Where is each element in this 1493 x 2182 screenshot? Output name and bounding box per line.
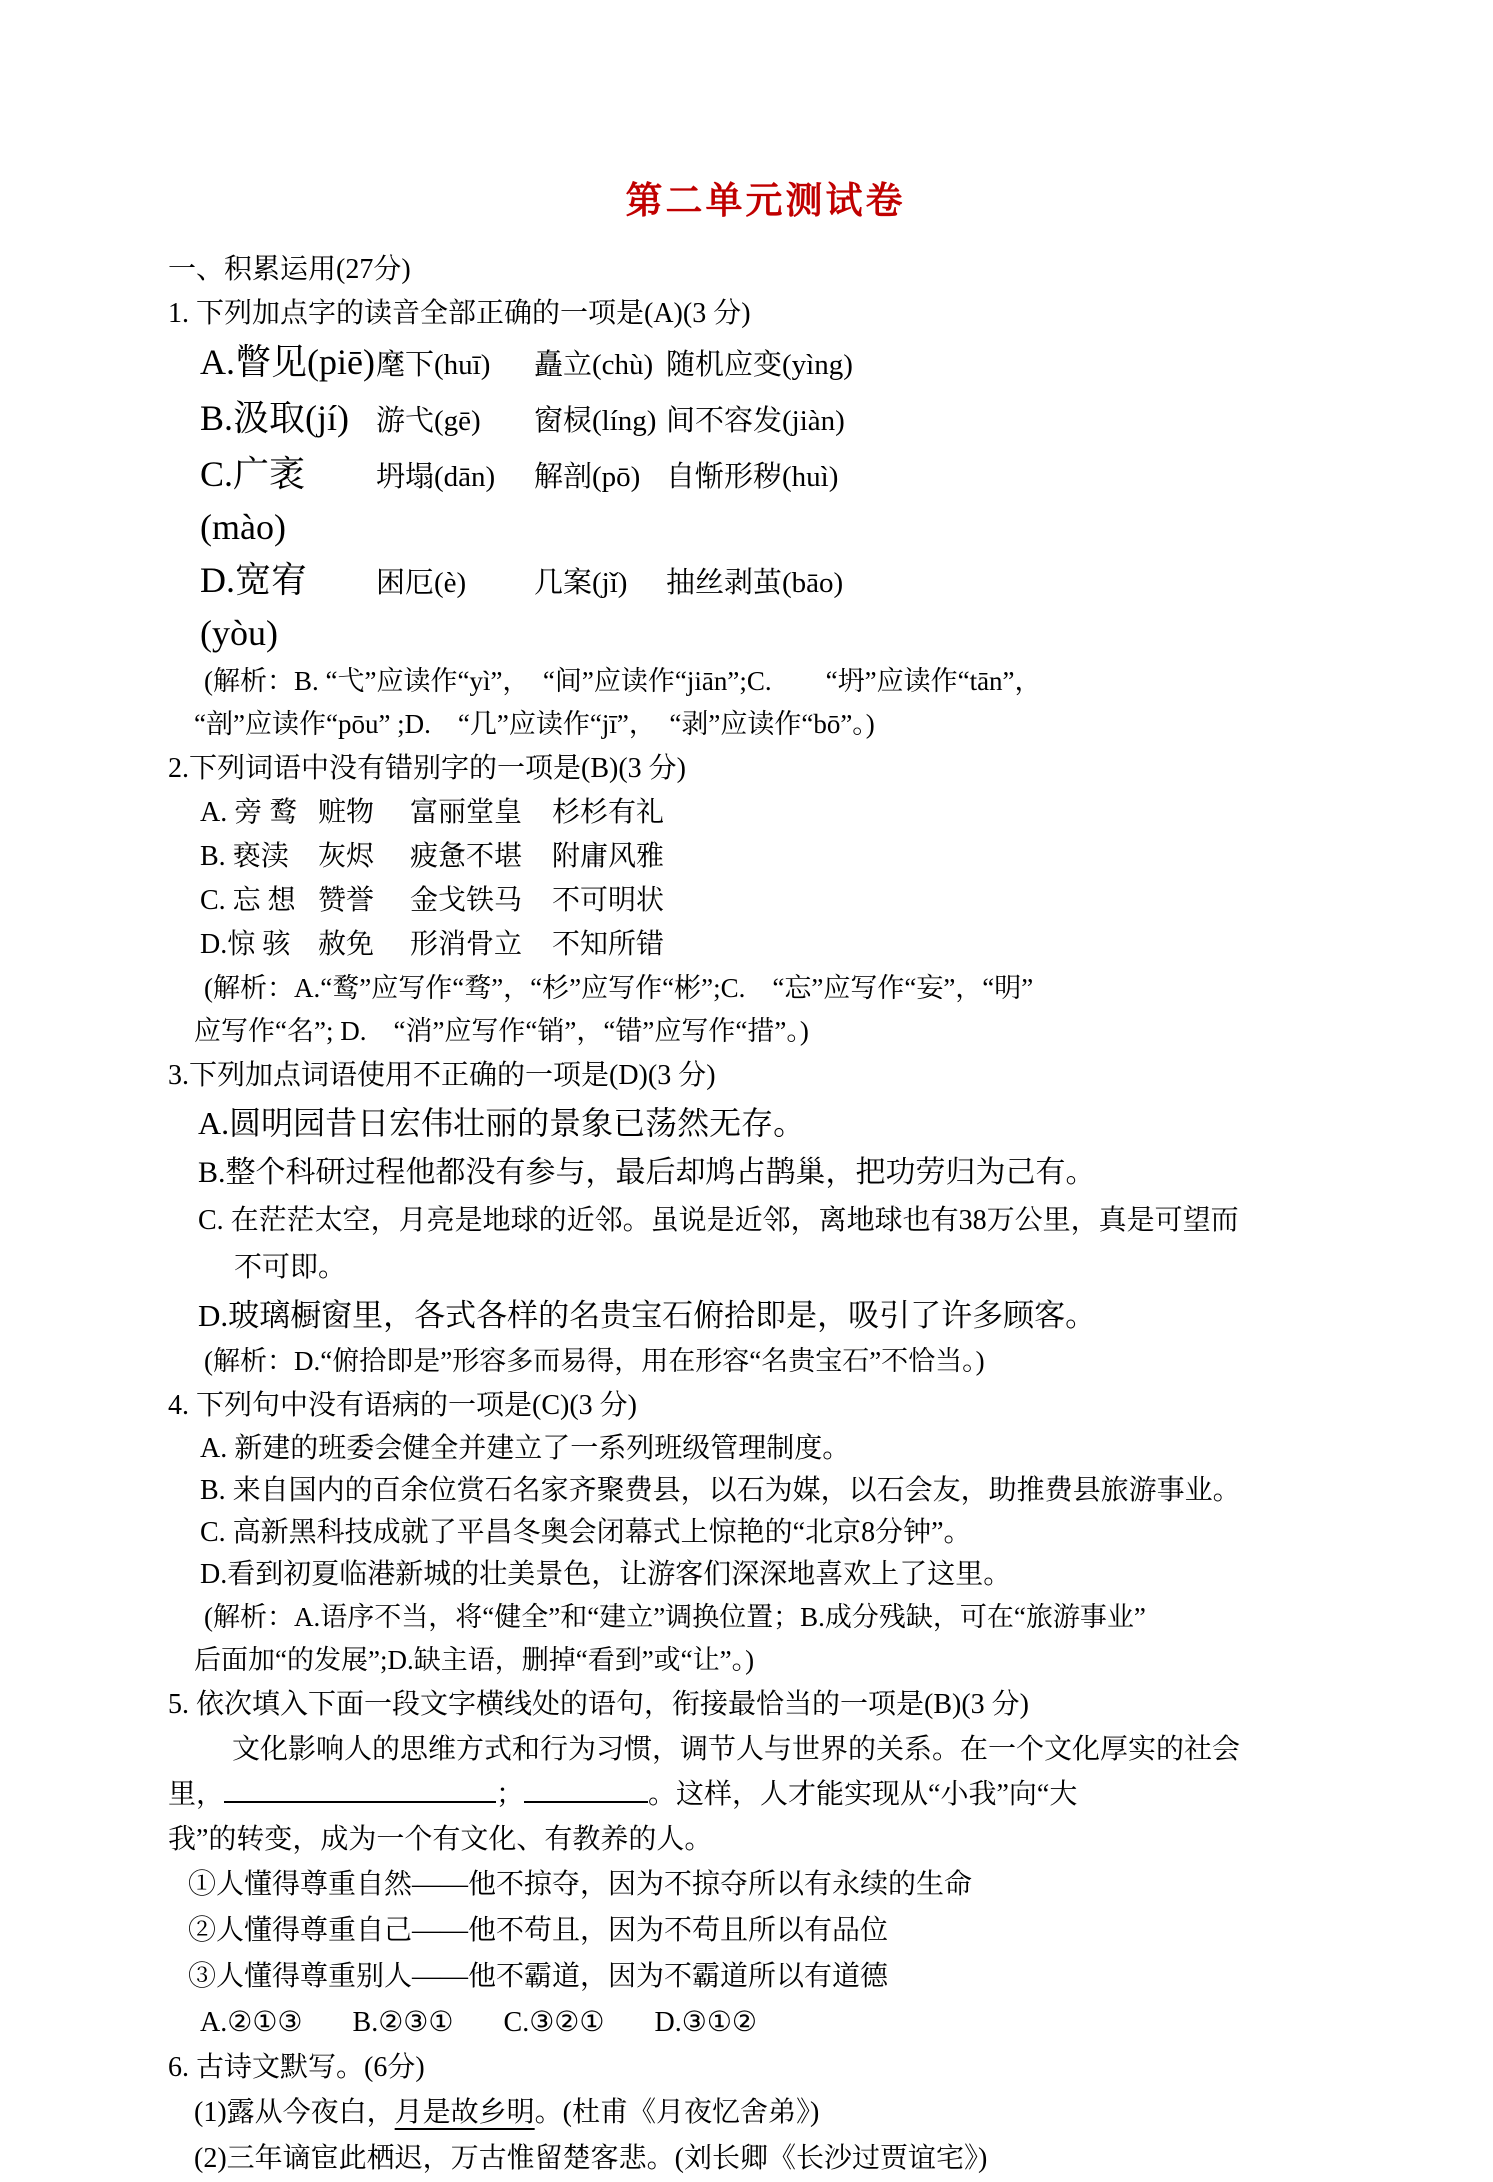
answer-blank [524,1775,648,1803]
q1-option-row-b [200,392,1363,448]
option-cell: 富丽堂皇 [410,797,523,828]
option-cell: 杉杉有礼 [552,797,665,828]
option-cell: 随机应变(yìng) [666,349,853,381]
section-heading: 一、积累运用(27分) [168,254,411,285]
option-cell: 赃物 [318,797,375,828]
q3-option-a: A.圆明园昔日宏伟壮丽的景象已荡然无存。 [198,1105,806,1141]
option-cell: 疲惫不堪 [410,841,523,872]
q3-analysis-line: (解析：D.“俯拾即是”形容多而易得，用在形容“名贵宝石”不恰当。) [204,1346,985,1376]
q6-item-1 [194,2090,1363,2136]
option-cell: C.广袤(mào) [200,454,306,547]
q1-option-row-d [200,554,1363,660]
q5-choice-d: D.③①② [654,2007,758,2038]
q4-analysis-line: (解析：A.语序不当，将“健全”和“建立”调换位置；B.成分残缺，可在“旅游事业” [204,1602,1146,1632]
q2-analysis-line: 应写作“名”; D. “消”应写作“销”，“错”应写作“措”。) [194,1016,809,1046]
answer-blank [224,1775,496,1803]
option-cell: 形消骨立 [410,929,523,960]
q1-analysis-line: “剖”应读作“pōu” ;D. “几”应读作“jī”， “剥”应读作“bō”。) [194,709,875,739]
option-cell: 矗立(chù) [534,349,654,381]
q3-option-c-wrap: 不可即。 [234,1252,347,1283]
q4-option-b: B. 来自国内的百余位赏石名家齐聚费县，以石为媒，以石会友，助推费县旅游事业。 [200,1475,1241,1506]
option-cell: 间不容发(jiàn) [666,405,845,437]
q3-stem: 3.下列加点词语使用不正确的一项是(D)(3 分) [168,1060,716,1091]
q3-option-b: B.整个科研过程他都没有参与，最后却鸠占鹊巢，把功劳归为己有。 [198,1156,1096,1189]
q5-paragraph-line: 我”的转变，成为一个有文化、有教养的人。 [168,1824,713,1855]
option-cell: 自惭形秽(huì) [666,461,839,493]
option-cell: 不知所错 [552,929,665,960]
q5-stem: 5. 依次填入下面一段文字横线处的语句，衔接最恰当的一项是(B)(3 分) [168,1689,1029,1720]
q5-choice-a: A.②①③ [200,2007,303,2038]
q5-choices-row [200,2000,1363,2045]
q6-item1-answer-underlined: 月是故乡明 [394,2097,535,2128]
q2-option-row-d [200,923,1363,967]
option-cell: A. 旁 鹜 [200,797,298,828]
option-cell: 麾下(huī) [376,349,491,381]
q4-analysis-line: 后面加“的发展”;D.缺主语，删掉“看到”或“让”。) [194,1645,755,1675]
option-cell: 灰烬 [318,841,375,872]
q2-option-row-a [200,791,1363,835]
q6-item1-source: 。(杜甫《月夜忆舍弟》) [534,2097,820,2128]
q1-option-row-a [200,336,1363,392]
q2-option-row-b [200,835,1363,879]
option-cell: 解剖(pō) [534,461,641,493]
q6-item1-text: (1)露从今夜白， [194,2097,395,2128]
option-cell: 游弋(gē) [376,405,481,437]
q1-option-row-c [200,448,1363,554]
q4-option-c: C. 高新黑科技成就了平昌冬奥会闭幕式上惊艳的“北京8分钟”。 [200,1517,972,1548]
option-cell: C. 忘 想 [200,885,296,916]
q5-text: 里， [168,1779,225,1810]
q5-sentence-2: ②人懂得尊重自己——他不苟且，因为不苟且所以有品位 [188,1915,889,1946]
page-title: 第二单元测试卷 [625,181,906,222]
option-cell: B.汲取(jí) [200,398,349,438]
option-cell: 困厄(è) [376,567,467,599]
option-cell: 附庸风雅 [552,841,665,872]
q2-analysis-line: (解析：A.“鹜”应写作“骛”，“杉”应写作“彬”;C. “忘”应写作“妄”，“明” [204,973,1034,1003]
option-cell: A.瞥见(piē) [200,342,375,382]
q6-stem: 6. 古诗文默写。(6分) [168,2052,425,2083]
option-cell: 抽丝剥茧(bāo) [666,567,844,599]
option-cell: 窗棂(líng) [534,405,657,437]
q3-option-d: D.玻璃橱窗里，各式各样的名贵宝石俯拾即是，吸引了许多顾客。 [198,1298,1097,1333]
q2-stem: 2.下列词语中没有错别字的一项是(B)(3 分) [168,753,686,784]
q1-stem: 1. 下列加点字的读音全部正确的一项是(A)(3 分) [168,298,751,329]
option-cell: 坍塌(dān) [376,461,496,493]
option-cell: 赦免 [318,929,375,960]
q5-choice-b: B.②③① [352,2007,454,2038]
q5-sentence-3: ③人懂得尊重别人——他不霸道，因为不霸道所以有道德 [188,1961,889,1992]
q6-item-2: (2)三年谪宦此栖迟，万古惟留楚客悲。(刘长卿《长沙过贾谊宅》) [194,2143,988,2174]
q3-option-c: C. 在茫茫太空，月亮是地球的近邻。虽说是近邻，离地球也有38万公里，真是可望而 [198,1205,1239,1236]
q5-choice-c: C.③②① [503,2007,605,2038]
q4-option-a: A. 新建的班委会健全并建立了一系列班级管理制度。 [200,1433,851,1464]
q1-analysis-line: (解析：B. “弋”应读作“yì”， “间”应读作“jiān”;C. “坍”应读作“tān”， [204,666,1042,696]
option-cell: 不可明状 [552,885,665,916]
q5-sentence-1: ①人懂得尊重自然——他不掠夺，因为不掠夺所以有永续的生命 [188,1869,973,1900]
q5-text: 。这样，人才能实现从“小我”向“大 [648,1779,1078,1810]
option-cell: B. 亵渎 [200,841,289,872]
option-cell: 金戈铁马 [410,885,523,916]
q2-option-row-c [200,879,1363,923]
option-cell: D.惊 骇 [200,929,291,960]
option-cell: 赞誉 [318,885,375,916]
q4-option-d: D.看到初夏临港新城的壮美景色，让游客们深深地喜欢上了这里。 [200,1559,1012,1590]
option-cell: D.宽宥(yòu) [200,560,307,653]
q5-text: ； [496,1779,525,1810]
q5-paragraph-line: 文化影响人的思维方式和行为习惯，调节人与世界的关系。在一个文化厚实的社会 [232,1734,1241,1765]
option-cell: 几案(jǐ) [534,567,628,599]
q5-paragraph-line [168,1772,1363,1817]
q4-stem: 4. 下列句中没有语病的一项是(C)(3 分) [168,1390,637,1421]
